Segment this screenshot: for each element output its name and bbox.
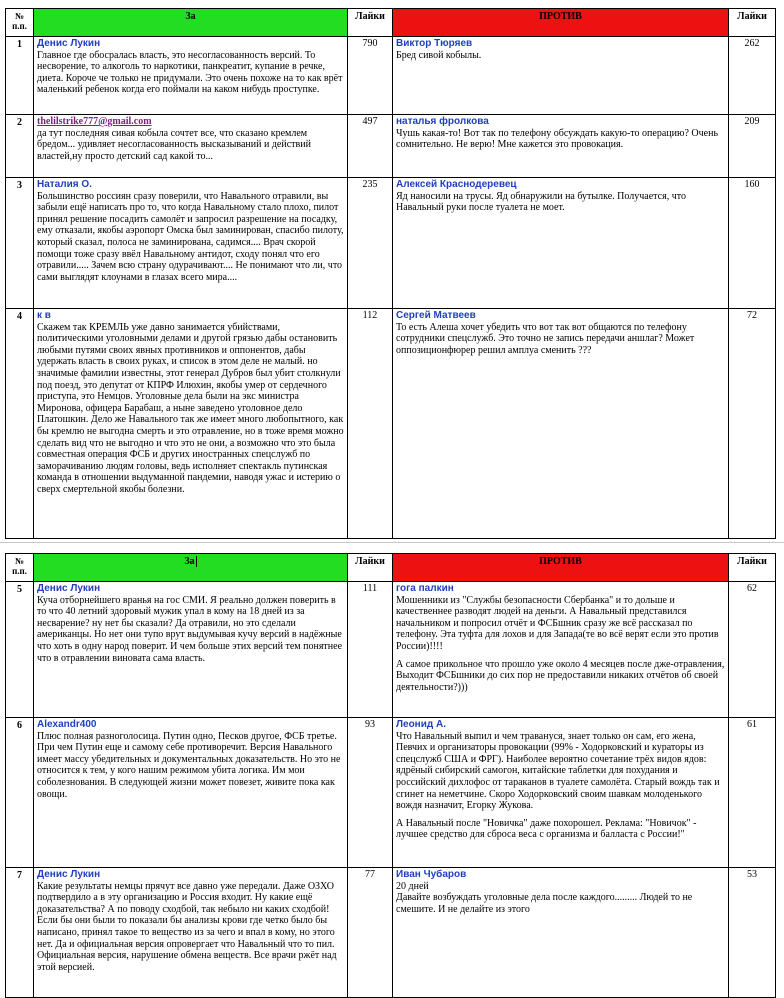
against-comment [393, 37, 729, 115]
against-author: гога палкин [396, 583, 454, 594]
comments-table-1 [5, 8, 776, 539]
against-text: Мошенники из "Службы безопасности Сбербанка" и то дольше и качественнее разводят людей на деньги. А Навальный представился начальником и попросил отчёт и ФСБшник сразу же всё рассказал по телефону. Эта туфта для лохов и для Запада(те во всё верят если это против России)!!!! [396, 594, 719, 652]
row-number: 2 [6, 115, 34, 178]
for-author: Денис Лукин [37, 583, 101, 594]
text-cursor [196, 556, 197, 567]
page-break [0, 542, 784, 552]
for-text: Главное где обосралась власть, это несогласованность версий. То несворение, то алкоголь то наркотики, панкреатит, купание в речке, диета. Короче че только не придумали. Это очень похоже на то как врёт маленький ребенок когда его поймали на каком нибудь проступке. [37, 49, 343, 96]
against-author: Виктор Тюряев [396, 38, 473, 49]
against-author: Леонид А. [396, 719, 446, 730]
table-row [6, 868, 776, 998]
against-comment [393, 868, 729, 998]
table-row [6, 582, 776, 718]
for-likes: 112 [348, 309, 393, 539]
header-likes-for: Лайки [348, 554, 393, 582]
for-text: Скажем так КРЕМЛЬ уже давно занимается убийствами, политическими уголовными делами и другой грязью дабы остановить любыми путями своих явных противников и оппонентов, дабы удержать власть в своих руках, и список в этом деле не малый. но значимые фамилии известны, этот генерал Дубров был убит столкнули под поезд, это депутат от КПРФ Илюхин, якобы умер от сердечного приступа, это Немцов. Уголовные дела были на экс министра Миронова, офицера Барабаш, а ныне заведено уголовное дело Платошкин. Дело же Навального так же имеет много любопытного, как бы кремлю не выгодна смерть и это отравление, но в тоже время можно сделать вид что не выгодно и что это не они, а возможно что это была совместная операция ФСБ и других иностранных спецслужб по заморачиванию людям головы, ведь исполняет спектакль путинская команда в отношении выдуманной пандемии, наводя ужас и истерию о сверх смертельной якобы болезни. [37, 321, 344, 495]
for-likes: 93 [348, 718, 393, 868]
against-likes: 62 [729, 582, 776, 718]
for-likes: 497 [348, 115, 393, 178]
for-text: Какие результаты немцы прячут все давно уже передали. Даже ОЗХО подтвердило а в эту организацию и Россия входит. Ну какие ещё доказательства? А по поводу сходбой, так небыло ни каких сходбой! Если бы они были то показали бы анализы крови где четко было бы написано, принял такое то вещество из за чего и впал в кому, но этого нет. Да и официальная версия опровергает что Навальный что то пил. Официальная версия, нарушение обмена веществ. Все врачи ржёт над этой версией. [37, 880, 337, 973]
for-comment [34, 718, 348, 868]
table-row [6, 178, 776, 309]
header-against: ПРОТИВ [393, 554, 729, 582]
against-author: Иван Чубаров [396, 869, 467, 880]
for-comment [34, 309, 348, 539]
for-author-email-link[interactable]: thelilstrike777@gmail.com [37, 116, 152, 127]
for-text: Большинство россиян сразу поверили, что Навального отравили, вы забыли ещё написать про то, что когда Навальному стало плохо, пилот принял решение посадить самолёт и запросил разрешение на посадку, ему отказали, якобы аэропорт Омска был заминирован, спасибо пилоту, который сказал, полоса не заминирована, садимся.... Врач скорой помощи тоже сразу ввёл Навальному антидот, сходу понял что его отравили..... Зачем всю страну одурачивают.... Не понимают что ли, что сами выглядят клоунами в глазах всего мира.... [37, 190, 344, 283]
table-header-row [6, 9, 776, 37]
for-text: да тут последняя сивая кобыла сочтет все, что сказано кремлем бредом... удивляет несогласованность высказываний и действий властей,ну просто детский сад какой то... [37, 127, 311, 162]
header-for: За [34, 9, 348, 37]
against-comment [393, 718, 729, 868]
document-page-2 [5, 553, 775, 994]
row-number: 5 [6, 582, 34, 718]
against-comment [393, 309, 729, 539]
row-number: 3 [6, 178, 34, 309]
header-num: № п.п. [6, 554, 34, 582]
for-likes: 790 [348, 37, 393, 115]
document-page-1 [5, 8, 775, 540]
against-author: Сергей Матвеев [396, 310, 476, 321]
for-author: Денис Лукин [37, 869, 101, 880]
for-likes: 77 [348, 868, 393, 998]
table-row [6, 115, 776, 178]
against-likes: 160 [729, 178, 776, 309]
against-text: 20 дней Давайте возбуждать уголовные дела после каждого......... Людей то не смешите. И не делайте из этого [396, 880, 693, 915]
for-likes: 235 [348, 178, 393, 309]
table-row [6, 718, 776, 868]
header-for[interactable] [34, 554, 348, 582]
header-for-label: За [184, 556, 195, 567]
table-row [6, 37, 776, 115]
for-likes: 111 [348, 582, 393, 718]
against-text: Яд наносили на трусы. Яд обнаружили на бутылке. Получается, что Навальный руки после туалета не моет. [396, 190, 686, 214]
for-comment [34, 582, 348, 718]
comments-table-2 [5, 553, 776, 998]
for-author: Наталия О. [37, 179, 92, 190]
header-num: № п.п. [6, 9, 34, 37]
against-text: Чушь какая-то! Вот так по телефону обсуждать какую-то операцию? Очень сомнительно. Не верю! Мне кажется это провокация. [396, 127, 719, 151]
row-number: 1 [6, 37, 34, 115]
for-text: Куча отборнейшего вранья на гос СМИ. Я реально должен поверить в то что 40 летний здоровый мужик упал в кому на 18 дней из за несварение? ну нет бы сказали? Да отравили, но это сделали американцы. Но нет они тупо врут выдумывая кучу версий в надёжные что хоть в одну народ поверит. И чем больше этих версий тем понятнее что в отравлении виновата сама власть. [37, 594, 343, 664]
for-comment [34, 868, 348, 998]
row-number: 6 [6, 718, 34, 868]
against-text: То есть Алеша хочет убедить что вот так вот общаются по телефону сотрудники спецслужб. Это точно не запись передачи аншлаг? Может оппозиционфюрер решил амплуа сменить ??? [396, 321, 695, 356]
table-header-row [6, 554, 776, 582]
against-text-2: А Навальный после "Новичка" даже похорошел. Реклама: "Новичок" - лучшее средство для сброса веса с организма и балласта с России!" [396, 817, 697, 841]
header-likes-against: Лайки [729, 554, 776, 582]
for-author: Alexandr400 [37, 719, 97, 730]
for-author: Денис Лукин [37, 38, 101, 49]
for-comment [34, 115, 348, 178]
against-likes: 53 [729, 868, 776, 998]
against-likes: 72 [729, 309, 776, 539]
header-against: ПРОТИВ [393, 9, 729, 37]
against-likes: 262 [729, 37, 776, 115]
against-comment [393, 178, 729, 309]
table-row [6, 309, 776, 539]
for-text: Плюс полная разноголосица. Путин одно, Песков другое, ФСБ третье. При чем Путин еще и самому себе противоречит. Версия Навального имеет массу убедительных и документальных доказательств. Но это не относится к тем, у кого нашим режимом убита логика. Им мои соболезнования. В следующей жизни может повезет, живите пока как овощи. [37, 730, 341, 800]
against-comment [393, 582, 729, 718]
against-comment [393, 115, 729, 178]
against-author: Алексей Краснодеревец [396, 179, 517, 190]
for-author: к в [37, 310, 51, 321]
row-number: 4 [6, 309, 34, 539]
against-likes: 209 [729, 115, 776, 178]
row-number: 7 [6, 868, 34, 998]
for-comment [34, 178, 348, 309]
against-likes: 61 [729, 718, 776, 868]
against-text-2: А самое прикольное что прошло уже около 4 месяцев после дже-отравления, Выходит ФСБшники до сих пор не предоставили никаких отчётов об своей деятельности?))) [396, 658, 725, 693]
for-comment [34, 37, 348, 115]
against-author: наталья фролкова [396, 116, 489, 127]
header-likes-against: Лайки [729, 9, 776, 37]
against-text: Бред сивой кобылы. [396, 49, 482, 61]
header-likes-for: Лайки [348, 9, 393, 37]
against-text: Что Навальный выпил и чем травануся, знает только он сам, его жена, Певчих и организаторы провокации (99% - Ходорковский и кураторы из спецслужб США и ФРГ). Наиболее вероятно сочетание трёх видов ядов: ядрёный сибирский самогон, китайские таблетки для похудания и российский дихлофос от тараканов в туалете самолёта. Старый вождь так и сгинет на неметчине. Скоро Ходорковский своим шавкам молоденького вождя назначит, Егорку Жукова. [396, 730, 720, 812]
